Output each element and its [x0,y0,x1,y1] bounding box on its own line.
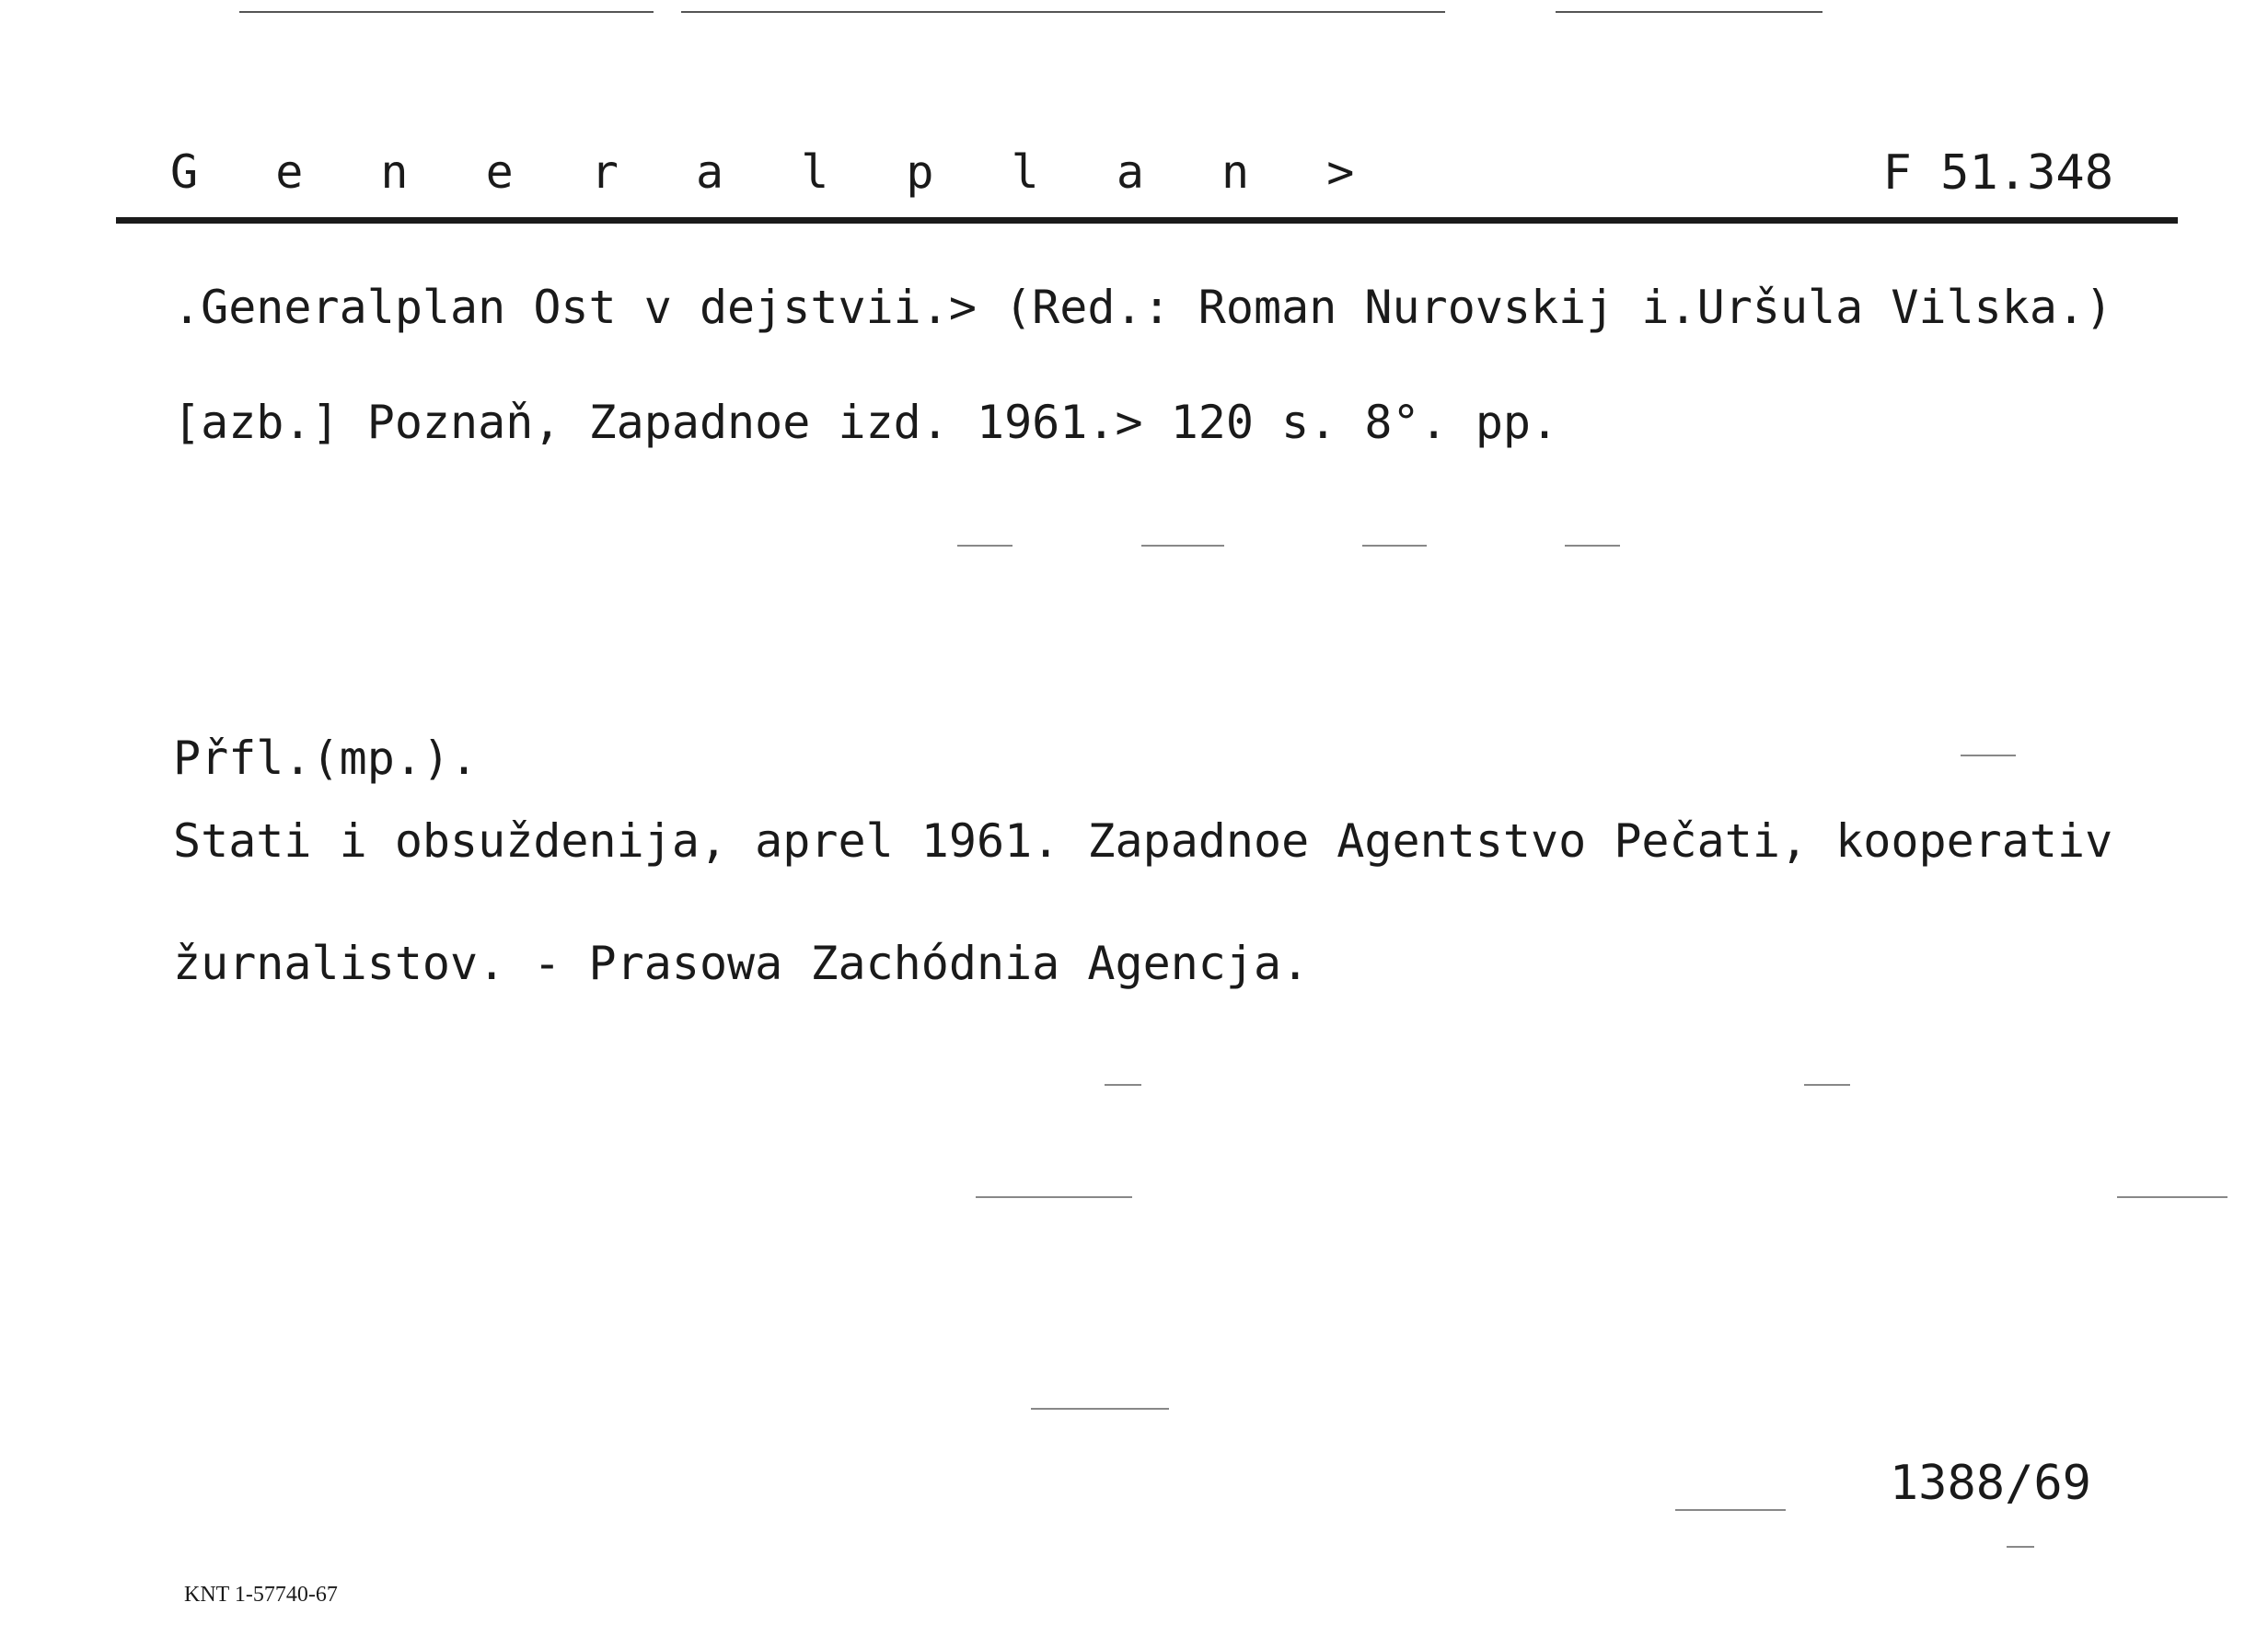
scan-speck [1675,1509,1786,1511]
top-edge-line [239,11,654,13]
scan-speck [2117,1196,2228,1198]
scan-speck [1565,545,1620,547]
imprint-line: [azb.] Poznaň, Zapadnoe izd. 1961.> 120 s. 8°. pp. [173,396,1559,449]
printer-mark: KNT 1-57740-67 [184,1583,338,1607]
scan-speck [1961,755,2016,756]
top-edge-line [1556,11,1822,13]
scan-speck [2007,1546,2034,1548]
top-edge-line [681,11,1445,13]
scan-speck [1141,545,1224,547]
accession-number: 1388/69 [1889,1456,2091,1511]
note-line: Přfl.(mp.). [173,732,479,785]
scan-speck [976,1196,1132,1198]
scan-speck [1804,1084,1850,1086]
shelf-mark: F 51.348 [1882,145,2113,201]
scan-speck [957,545,1012,547]
title-line: .Generalplan Ost v dejstvii.> (Red.: Roman Nurovskij i.Uršula Vilska.) [173,281,2113,334]
card-heading: G e n e r a l p l a n > [170,145,1380,199]
heading-rule [116,217,2178,224]
series-line-2: žurnalistov. - Prasowa Zachódnia Agencja. [173,937,1310,990]
scan-speck [1105,1084,1141,1086]
series-line-1: Stati i obsuždenija, aprel 1961. Zapadnoe Agentstvo Pečati, kooperativ [173,814,2113,868]
scan-speck [1031,1408,1169,1410]
scan-speck [1362,545,1427,547]
